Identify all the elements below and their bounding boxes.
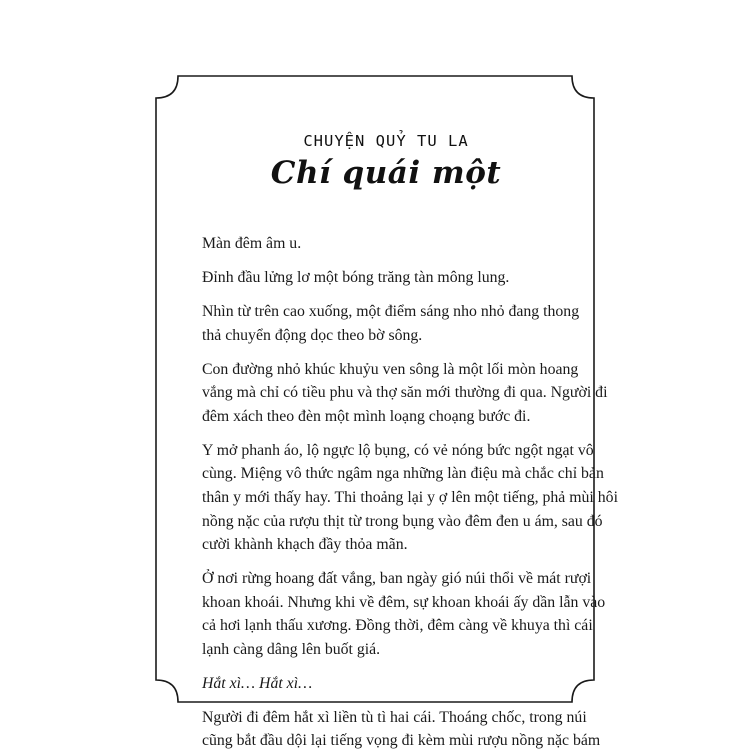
text-line: Con đường nhỏ khúc khuỷu ven sông là một lối mòn hoang (202, 360, 579, 378)
text-line: Đỉnh đầu lửng lơ một bóng trăng tàn mông lung. (202, 268, 510, 286)
text-line: cười khành khạch đầy thỏa mãn. (202, 536, 408, 554)
paragraph (200, 358, 608, 429)
text-line: Người đi đêm hắt xì liền tù tì hai cái. Thoáng chốc, trong núi (202, 708, 587, 726)
text-line: cũng bắt đầu dội lại tiếng vọng đi kèm mùi rượu nồng nặc bám (202, 732, 601, 750)
text-line: thả chuyển động dọc theo bờ sông. (202, 326, 423, 344)
chapter-title: Chí quái một (270, 155, 502, 191)
text-line: Y mở phanh áo, lộ ngực lộ bụng, có vẻ nóng bức ngột ngạt vô (202, 441, 594, 459)
text-line: Hắt xì… Hắt xì… (202, 674, 313, 692)
paragraph (200, 232, 572, 256)
text-line: thân y mới thấy hay. Thi thoảng lại y ợ lên một tiếng, phả mùi hôi (202, 488, 618, 506)
paragraph (200, 300, 580, 347)
paragraph (200, 567, 606, 661)
text-line: Ở nơi rừng hoang đất vắng, ban ngày gió núi thổi về mát rượi (202, 570, 592, 588)
text-line: Nhìn từ trên cao xuống, một điểm sáng nho nhỏ đang thong (202, 302, 580, 320)
text-line: nồng nặc của rượu thịt từ trong bụng vào đêm đen u ám, sau đó (202, 512, 603, 530)
paragraph (200, 266, 572, 290)
text-line: đêm xách theo đèn một mình loạng choạng bước đi. (202, 407, 531, 425)
paragraph (200, 439, 618, 557)
text-line: vắng mà chỉ có tiều phu và thợ săn mới thường đi qua. Người đi (202, 384, 608, 402)
paragraph (200, 672, 572, 696)
paragraph (200, 706, 601, 750)
text-line: khoan khoái. Nhưng khi về đêm, sự khoan khoái ấy dần lẫn vào (202, 593, 606, 611)
text-line: lạnh càng dâng lên buốt giá. (202, 640, 381, 658)
text-line: Màn đêm âm u. (202, 235, 302, 252)
chapter-subtitle: CHUYỆN QUỶ TU LA (303, 132, 469, 150)
text-line: cả hơi lạnh thấu xương. Đồng thời, đêm càng về khuya thì cái (202, 617, 593, 635)
chapter-body (200, 232, 618, 750)
text-line: cùng. Miệng vô thức ngâm nga những làn điệu mà chắc chỉ bản (202, 465, 604, 483)
